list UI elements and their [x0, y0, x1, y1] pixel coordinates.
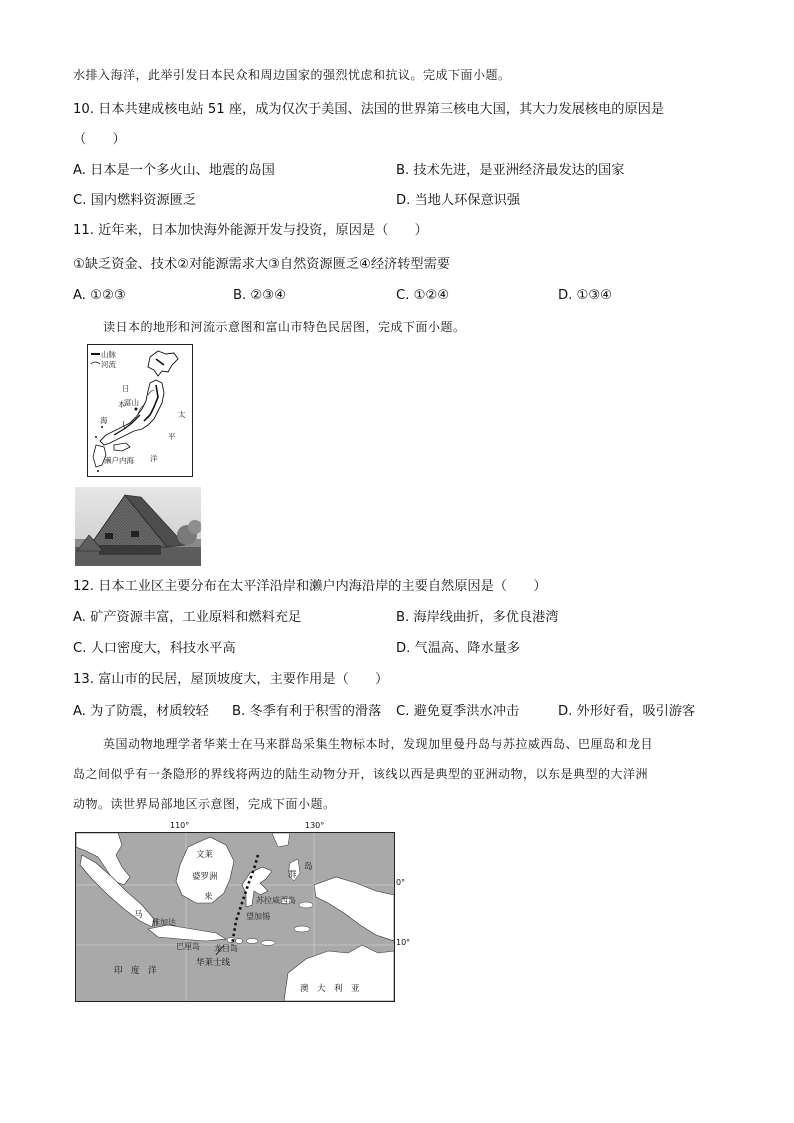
q10-option-c[interactable]: C. 国内燃料资源匮乏: [73, 193, 197, 208]
wallace-line-map: [75, 832, 395, 1002]
label-tai: 太: [178, 410, 186, 419]
label-lombok: 龙目岛: [214, 944, 238, 953]
q13-option-b[interactable]: B. 冬季有利于积雪的滑落: [232, 704, 382, 719]
label-seto-inland-sea: 濑户内海: [104, 456, 134, 465]
q12-option-a[interactable]: A. 矿产资源丰富，工业原料和燃料充足: [73, 610, 302, 625]
label-qun: 群: [288, 870, 297, 880]
label-fushan: 富山: [124, 398, 139, 407]
q12-option-b[interactable]: B. 海岸线曲折，多优良港湾: [396, 610, 559, 625]
label-ri: 日: [122, 384, 130, 393]
label-australia: 澳 大 利 亚: [300, 984, 360, 994]
label-lai: 来: [204, 892, 213, 902]
q11-statements: ①缺乏资金、技术②对能源需求大③自然资源匮乏④经济转型需要: [73, 257, 450, 272]
japan-map-svg: [88, 345, 192, 476]
label-brunei: 文莱: [196, 850, 214, 860]
q12-option-c[interactable]: C. 人口密度大，科技水平高: [73, 641, 236, 656]
q10-option-a[interactable]: A. 日本是一个多火山、地震的岛国: [73, 163, 275, 178]
legend-river: 河流: [101, 360, 116, 369]
q11-option-b[interactable]: B. ②③④: [233, 288, 286, 303]
wallace-map-svg: [76, 833, 394, 1001]
q12-stem: 12. 日本工业区主要分布在太平洋沿岸和濑户内海沿岸的主要自然原因是（ ）: [73, 579, 547, 594]
q10-option-d[interactable]: D. 当地人环保意识强: [396, 193, 521, 208]
japan-terrain-map: [87, 344, 193, 477]
label-lon-130: 130°: [305, 821, 325, 830]
reading-intro-2-line2: 岛之间似乎有一条隐形的界线将两边的陆生动物分开，该线以西是典型的亚洲动物，以东是典型的大洋洲: [73, 767, 649, 781]
q11-option-c[interactable]: C. ①②④: [396, 288, 450, 303]
q13-option-d[interactable]: D. 外形好看，吸引游客: [558, 704, 696, 719]
label-hai: 海: [100, 416, 108, 425]
q12-option-d[interactable]: D. 气温高、降水量多: [396, 641, 521, 656]
q11-option-d[interactable]: D. ①③④: [558, 288, 613, 303]
label-makassar: 望加锡: [246, 912, 270, 921]
intro-tail: 水排入海洋，此举引发日本民众和周边国家的强烈忧虑和抗议。完成下面小题。: [73, 68, 511, 82]
label-jakarta: 雅加达: [152, 918, 176, 927]
q11-option-a[interactable]: A. ①②③: [73, 288, 126, 303]
label-yang: 洋: [150, 454, 158, 463]
label-bali: 巴厘岛: [176, 942, 200, 951]
label-lat-0: 0°: [396, 878, 406, 887]
label-borneo: 婆罗洲: [192, 872, 218, 882]
label-dao: 岛: [304, 862, 313, 872]
q13-option-c[interactable]: C. 避免夏季洪水冲击: [396, 704, 520, 719]
toyama-house-photo: [75, 487, 201, 566]
label-indian-ocean: 印 度 洋: [114, 966, 157, 976]
label-ping: 平: [168, 432, 176, 441]
q10-paren: （ ）: [73, 132, 126, 147]
reading-intro-2-line3: 动物。读世界局部地区示意图，完成下面小题。: [73, 797, 336, 811]
reading-intro-1: 读日本的地形和河流示意图和富山市特色民居图，完成下面小题。: [103, 320, 466, 334]
q13-stem: 13. 富山市的民居，屋顶坡度大，主要作用是（ ）: [73, 672, 389, 687]
q10-stem: 10. 日本共建成核电站 51 座，成为仅次于美国、法国的世界第三核电大国，其大力发展核电的原因是: [73, 102, 665, 117]
label-lat-10: 10°: [396, 938, 411, 947]
q11-stem: 11. 近年来，日本加快海外能源开发与投资，原因是（ ）: [73, 223, 428, 238]
reading-intro-2-line1: 英国动物地理学者华莱士在马来群岛采集生物标本时，发现加里曼丹岛与苏拉威西岛、巴厘岛和龙目: [103, 737, 654, 751]
q13-option-a[interactable]: A. 为了防震，材质较轻: [73, 704, 209, 719]
label-wallace-line: 华莱士线: [196, 958, 231, 968]
q10-option-b[interactable]: B. 技术先进，是亚洲经济最发达的国家: [396, 163, 625, 178]
house-photo-svg: [75, 487, 201, 566]
label-lon-110: 110°: [170, 821, 190, 830]
legend-mountain: 山脉: [101, 350, 116, 359]
label-sulawesi: 苏拉威西岛: [256, 896, 296, 905]
label-ben: 本: [118, 400, 126, 409]
label-ma: 马: [134, 910, 143, 920]
